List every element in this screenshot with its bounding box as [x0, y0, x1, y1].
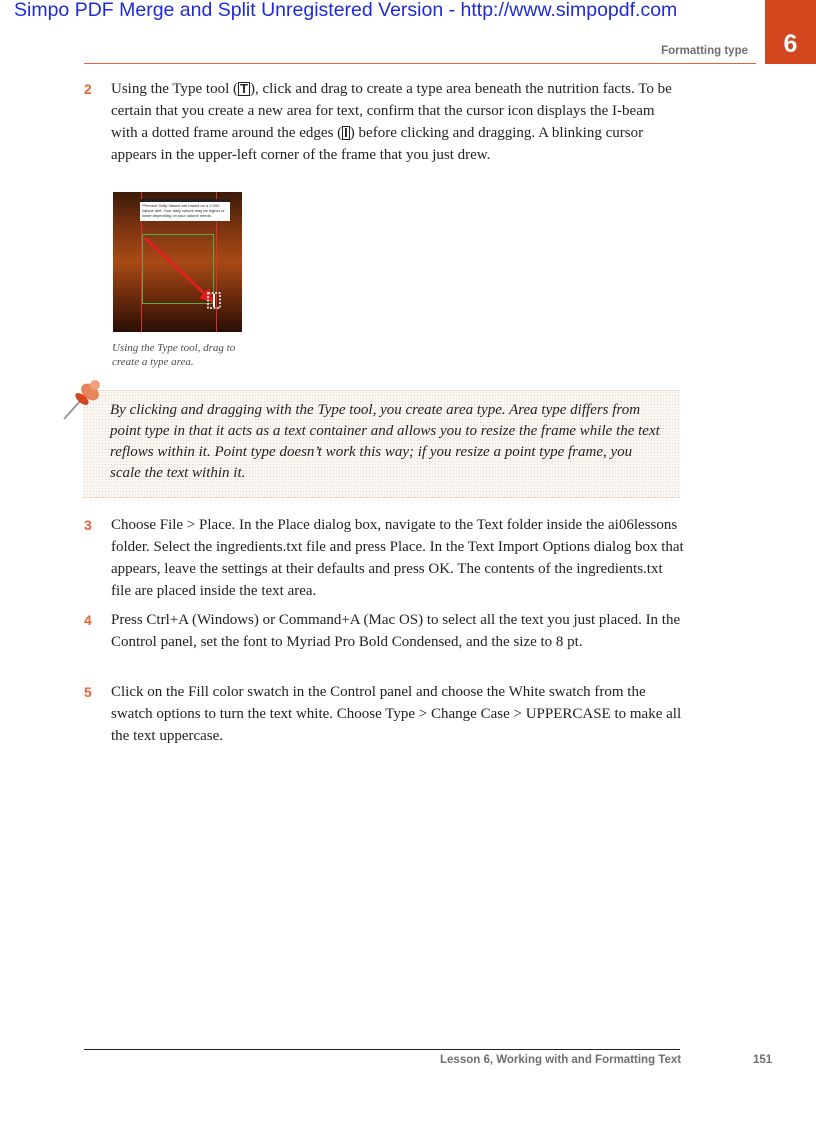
step-5 [84, 681, 684, 747]
footer-rule [84, 1049, 680, 1050]
nutrition-footnote: *Percent Daily Values are based on a 2,000 calorie diet. Your daily values may be higher or lower depending on your calorie needs. [140, 199, 230, 221]
step-2 [84, 78, 684, 166]
step-text: Press Ctrl+A (Windows) or Command+A (Mac OS) to select all the text you just placed. In the Control panel, set the font to Myriad Pro Bold Condensed, and the size to 8 pt. [111, 612, 681, 650]
running-head: Formatting type [661, 45, 748, 57]
step-number: 5 [84, 684, 92, 700]
footer-title: Lesson 6, Working with and Formatting Text [440, 1054, 682, 1066]
step-number: 4 [84, 612, 92, 628]
step-text: Using the Type tool ( T ), click and drag to create a type area beneath the nutrition facts. To be certain that you create a new area for text, confirm that the cursor icon displays the I-beam with a dotted frame around the edges ( I ) before clicking and dragging. A blinking cursor appears in the upper-left corner of the frame that you just drew. [111, 81, 672, 163]
step-text: Choose File > Place. In the Place dialog box, navigate to the Text folder inside the ai06lessons folder. Select the ingredients.txt file and press Place. In the Text Import Options dialog box that appears, leave the settings at their defaults and press OK. The contents of the ingredients.txt file are placed inside the text area. [111, 517, 684, 599]
screenshot-figure [113, 192, 242, 332]
area-type-cursor-icon: I [344, 125, 348, 140]
step-4 [84, 609, 684, 653]
chapter-tab: 6 [765, 0, 816, 64]
drag-arrow [113, 192, 242, 332]
pushpin-icon [60, 375, 104, 423]
tip-text: By clicking and dragging with the Type tool, you create area type. Area type differs from point type in that it acts as a text container and allows you to resize the frame while the text reflows within it. Point type doesn’t work this way; if you resize a point type frame, you scale the text within it. [110, 402, 660, 481]
step-text: Click on the Fill color swatch in the Control panel and choose the White swatch from the swatch options to turn the text white. Choose Type > Change Case > UPPERCASE to make all the text uppercase. [111, 684, 682, 744]
page-number: 151 [753, 1054, 773, 1066]
step-number: 2 [84, 81, 92, 97]
step-number: 3 [84, 517, 92, 533]
step-3 [84, 514, 684, 602]
figure-caption: Using the Type tool, drag to create a type area. [112, 342, 236, 368]
header-rule [84, 63, 756, 64]
type-tool-icon: T [240, 81, 248, 96]
watermark-banner: Simpo PDF Merge and Split Unregistered Version - http://www.simpopdf.com [14, 0, 678, 21]
drag-arrow-line [145, 238, 207, 296]
